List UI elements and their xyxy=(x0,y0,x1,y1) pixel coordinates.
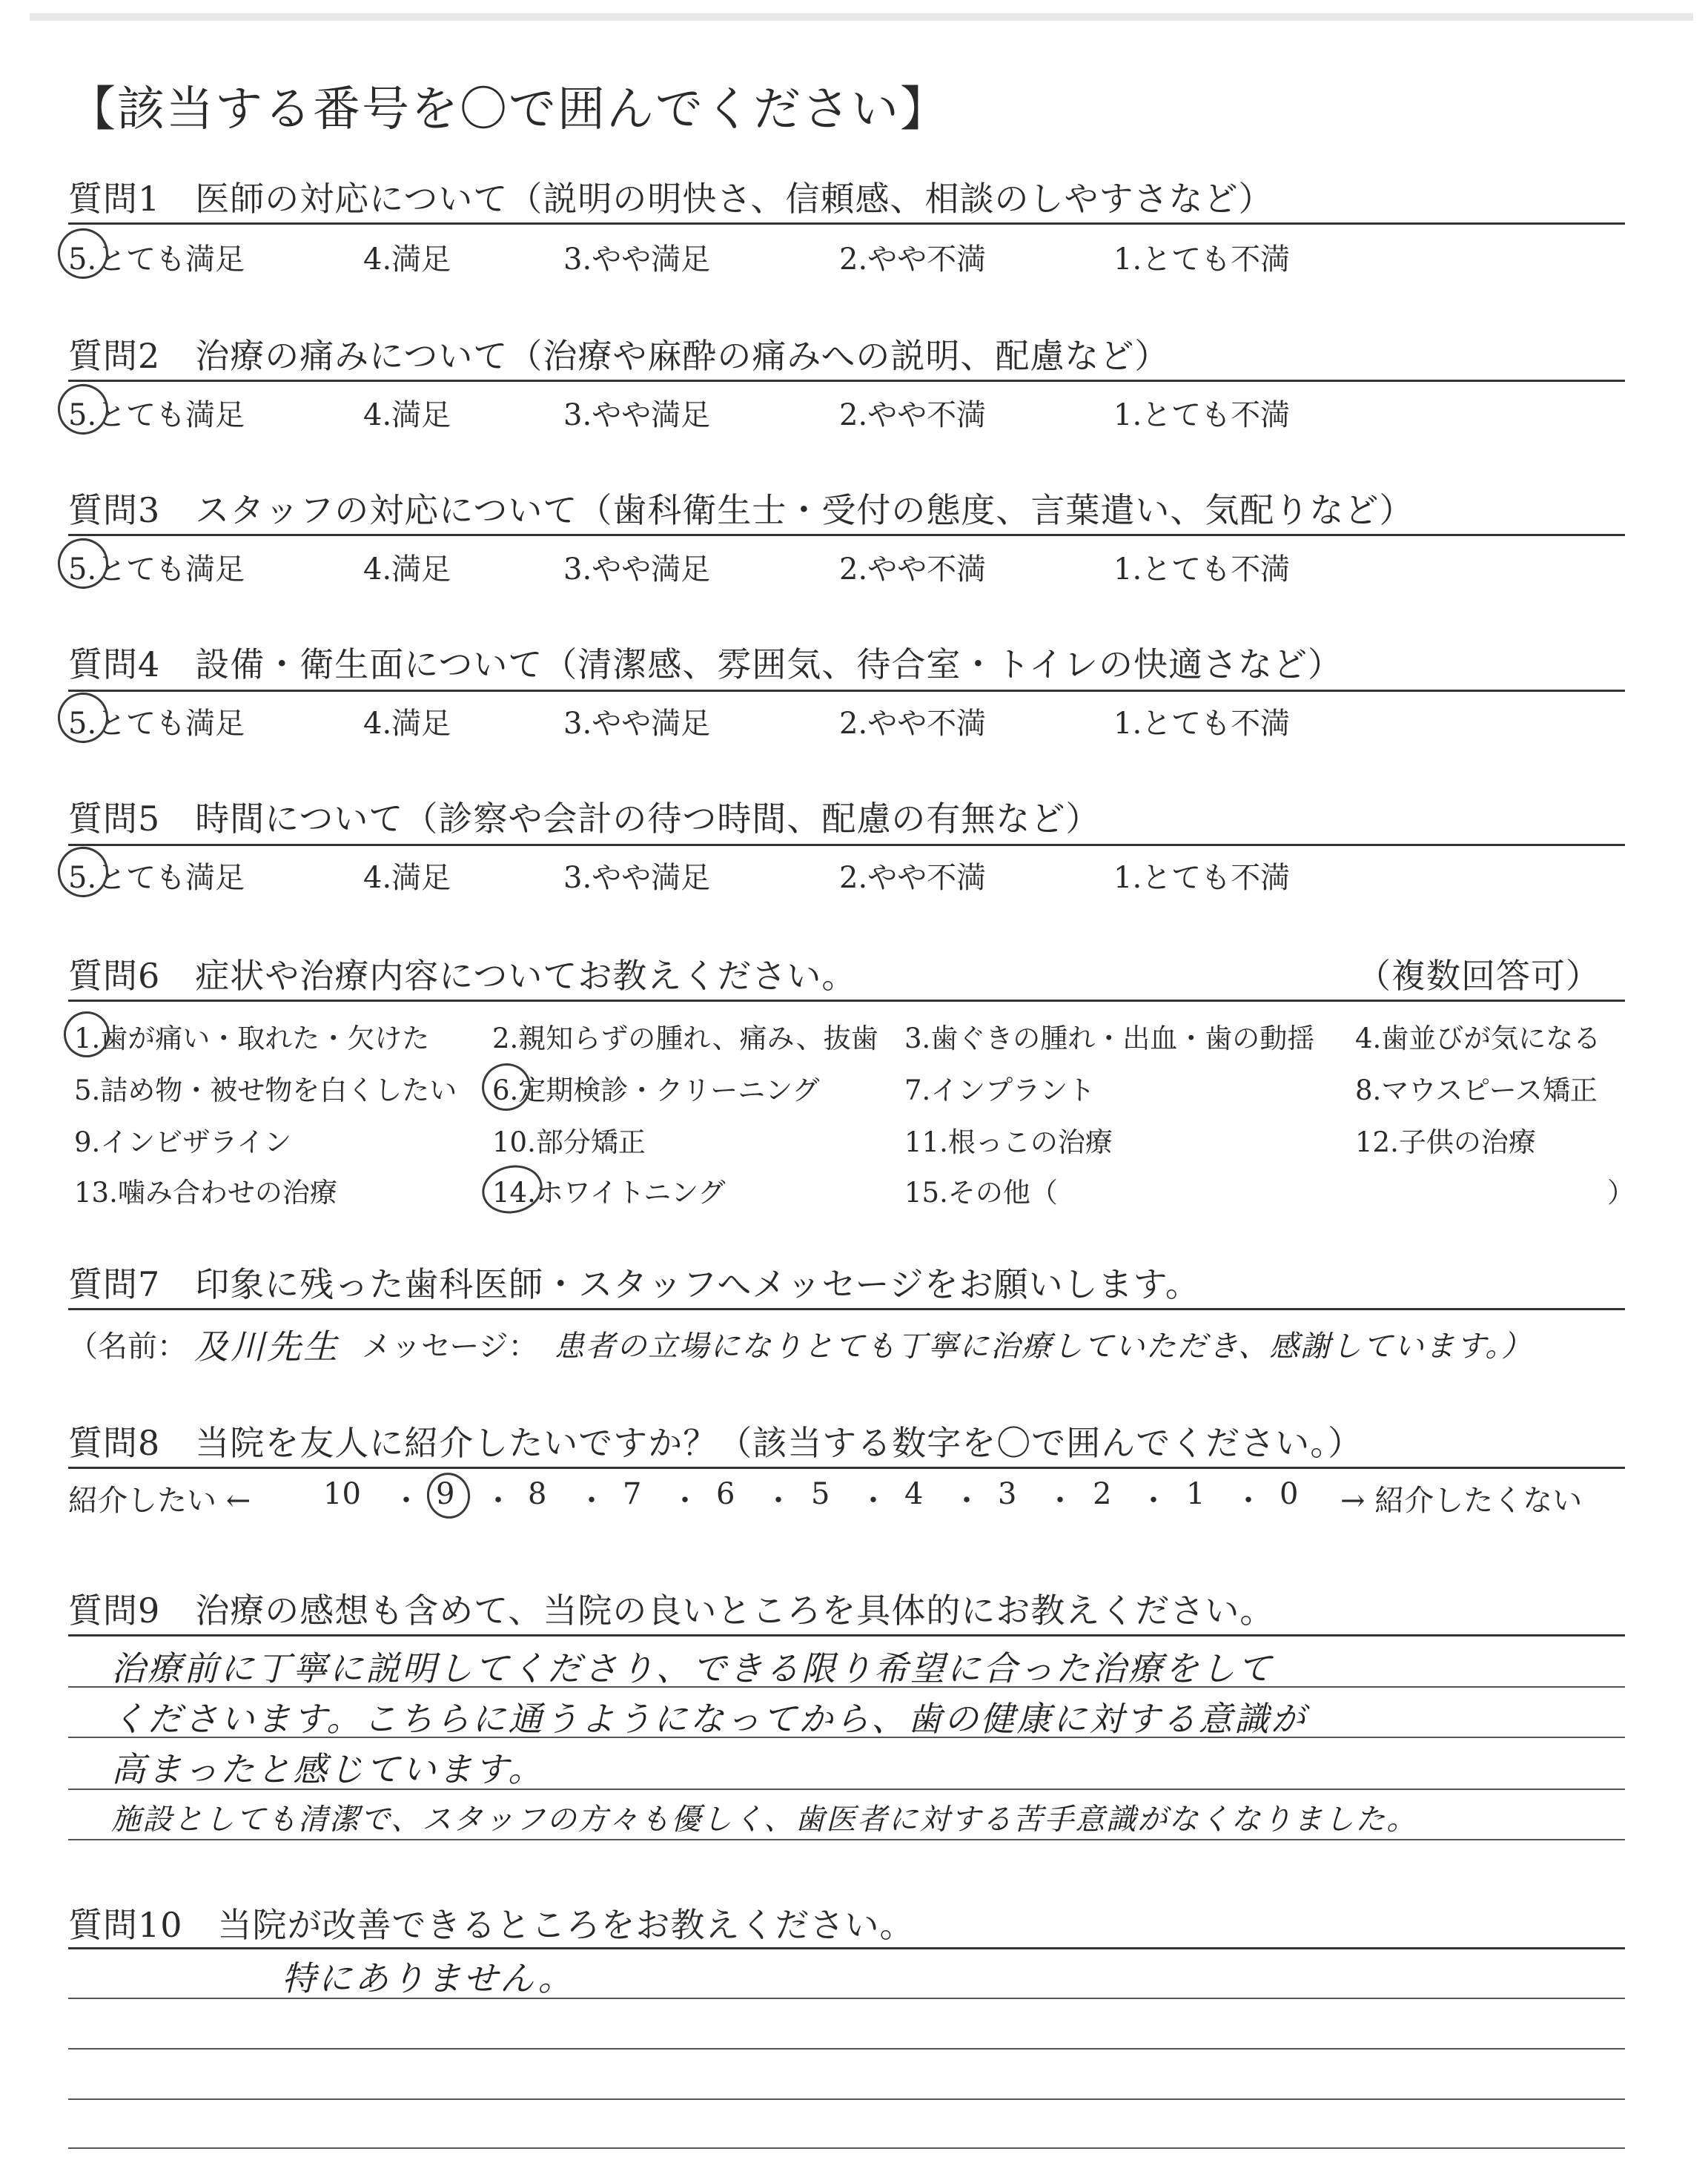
q1-option-3[interactable]: 3.やや満足 xyxy=(563,242,711,277)
question-8-rule xyxy=(68,1467,1625,1469)
question-2-rule xyxy=(68,380,1625,382)
form-instruction-title: 【該当する番号を〇で囲んでください】 xyxy=(68,82,949,137)
question-9-rule xyxy=(68,1634,1625,1636)
question-6-title: 質問6 症状や治療内容についてお教えください。 xyxy=(68,956,857,996)
q6-option-4[interactable]: 4.歯並びが気になる xyxy=(1355,1023,1601,1054)
question-7-title: 質問7 印象に残った歯科医師・スタッフへメッセージをお願いします。 xyxy=(68,1264,1200,1304)
q6-option-15-close-paren: ） xyxy=(1607,1177,1635,1209)
q9-answer-line-1: 治療前に丁寧に説明してくださり、できる限り希望に合った治療をして xyxy=(111,1648,1274,1688)
q7-message-handwritten[interactable]: 患者の立場になりとても丁寧に治療していただき、感謝しています。） xyxy=(555,1330,1533,1364)
q3-option-1[interactable]: 1.とても不満 xyxy=(1113,552,1291,587)
q8-scale-9[interactable]: 9 xyxy=(436,1477,455,1511)
question-4-title: 質問4 設備・衛生面について（清潔感、雰囲気、待合室・トイレの快適さなど） xyxy=(68,644,1343,684)
question-7-rule xyxy=(68,1308,1625,1310)
q6-option-9[interactable]: 9.インビザライン xyxy=(74,1126,292,1158)
q6-option-5[interactable]: 5.詰め物・被せ物を白くしたい xyxy=(74,1074,457,1106)
q8-separator: ・ xyxy=(952,1484,982,1518)
q6-option-12[interactable]: 12.子供の治療 xyxy=(1355,1126,1536,1158)
q4-option-1[interactable]: 1.とても不満 xyxy=(1113,707,1291,741)
q1-option-2[interactable]: 2.やや不満 xyxy=(839,242,987,277)
q8-separator: ・ xyxy=(764,1484,793,1518)
q1-option-4[interactable]: 4.満足 xyxy=(363,242,451,277)
q8-selected-circle-9 xyxy=(423,1469,474,1523)
q8-right-label: → 紹介したくない xyxy=(1340,1484,1583,1518)
q8-separator: ・ xyxy=(1139,1484,1168,1518)
q4-option-3[interactable]: 3.やや満足 xyxy=(563,707,711,741)
q8-scale-10[interactable]: 10 xyxy=(323,1477,361,1511)
question-5-rule xyxy=(68,844,1625,846)
q6-option-8[interactable]: 8.マウスピース矯正 xyxy=(1355,1074,1598,1106)
q6-option-2[interactable]: 2.親知らずの腫れ、痛み、抜歯 xyxy=(492,1023,878,1054)
q9-answer-line-3: 高まったと感じています。 xyxy=(111,1749,545,1789)
q8-scale-5[interactable]: 5 xyxy=(811,1477,830,1511)
q8-scale-1[interactable]: 1 xyxy=(1186,1477,1205,1511)
q5-option-2[interactable]: 2.やや不満 xyxy=(839,861,987,895)
question-3-rule xyxy=(68,534,1625,536)
q10-line-rule-2 xyxy=(68,2048,1625,2050)
q8-separator: ・ xyxy=(1234,1484,1263,1518)
q8-separator: ・ xyxy=(391,1484,421,1518)
q3-option-2[interactable]: 2.やや不満 xyxy=(839,552,987,587)
question-9-title: 質問9 治療の感想も含めて、当院の良いところを具体的にお教えください。 xyxy=(68,1591,1275,1631)
q5-option-1[interactable]: 1.とても不満 xyxy=(1113,861,1291,895)
q8-scale-8[interactable]: 8 xyxy=(528,1477,547,1511)
q8-separator: ・ xyxy=(577,1484,606,1518)
q4-option-5[interactable]: 5.とても満足 xyxy=(68,707,245,741)
question-3-title: 質問3 スタッフの対応について（歯科衛生士・受付の態度、言葉遣い、気配りなど） xyxy=(68,490,1414,530)
q8-scale-2[interactable]: 2 xyxy=(1093,1477,1112,1511)
q2-option-2[interactable]: 2.やや不満 xyxy=(839,398,987,432)
question-4-rule xyxy=(68,690,1625,692)
q5-option-3[interactable]: 3.やや満足 xyxy=(563,861,711,895)
question-2-title: 質問2 治療の痛みについて（治療や麻酔の痛みへの説明、配慮など） xyxy=(68,336,1170,376)
q4-option-2[interactable]: 2.やや不満 xyxy=(839,707,987,741)
question-6-rule xyxy=(68,1000,1625,1002)
q10-answer-handwritten[interactable]: 特にありません。 xyxy=(282,1958,575,1998)
q3-option-5[interactable]: 5.とても満足 xyxy=(68,552,245,587)
q9-answer-line-4: 施設としても清潔で、スタッフの方々も優しく、歯医者に対する苦手意識がなくなりました。 xyxy=(111,1803,1418,1837)
q9-answer-line-2: くださいます。こちらに通うようになってから、歯の健康に対する意識が xyxy=(111,1699,1308,1739)
q2-option-3[interactable]: 3.やや満足 xyxy=(563,398,711,432)
question-8-title: 質問8 当院を友人に紹介したいですか？（該当する数字を〇で囲んでください。） xyxy=(68,1423,1363,1463)
q2-option-5[interactable]: 5.とても満足 xyxy=(68,398,245,432)
q8-separator: ・ xyxy=(858,1484,888,1518)
q2-option-1[interactable]: 1.とても不満 xyxy=(1113,398,1291,432)
q6-option-15[interactable]: 15.その他（ xyxy=(904,1177,1058,1209)
q7-name-label: （名前： xyxy=(68,1330,187,1364)
q1-option-1[interactable]: 1.とても不満 xyxy=(1113,242,1291,277)
question-5-title: 質問5 時間について（診察や会計の待つ時間、配慮の有無など） xyxy=(68,799,1101,839)
q8-scale-7[interactable]: 7 xyxy=(623,1477,642,1511)
q9-line-rule-4 xyxy=(68,1839,1625,1840)
q4-option-4[interactable]: 4.満足 xyxy=(363,707,451,741)
question-1-title: 質問1 医師の対応について（説明の明快さ、信頼感、相談のしやすさなど） xyxy=(68,179,1274,219)
q8-scale-4[interactable]: 4 xyxy=(904,1477,924,1511)
q5-option-4[interactable]: 4.満足 xyxy=(363,861,451,895)
question-1-rule xyxy=(68,222,1625,225)
q10-line-rule-3 xyxy=(68,2098,1625,2100)
q6-option-11[interactable]: 11.根っこの治療 xyxy=(904,1126,1113,1158)
q6-option-6[interactable]: 6.定期検診・クリーニング xyxy=(492,1074,820,1106)
q8-separator: ・ xyxy=(1045,1484,1075,1518)
q6-option-3[interactable]: 3.歯ぐきの腫れ・出血・歯の動揺 xyxy=(904,1023,1315,1054)
q7-message-label: メッセージ： xyxy=(362,1330,538,1364)
q7-name-handwritten[interactable]: 及川先生 xyxy=(194,1327,340,1367)
q8-separator: ・ xyxy=(670,1484,700,1518)
q8-scale-0[interactable]: 0 xyxy=(1280,1477,1299,1511)
q6-option-10[interactable]: 10.部分矯正 xyxy=(492,1126,646,1158)
question-10-title: 質問10 当院が改善できるところをお教えください。 xyxy=(68,1905,915,1945)
q1-option-5[interactable]: 5.とても満足 xyxy=(68,242,245,277)
q8-separator: ・ xyxy=(483,1484,513,1518)
question-6-multi-note: （複数回答可） xyxy=(1357,956,1601,996)
q5-option-5[interactable]: 5.とても満足 xyxy=(68,861,245,895)
q3-option-3[interactable]: 3.やや満足 xyxy=(563,552,711,587)
scan-top-edge xyxy=(30,13,1693,21)
q8-scale-6[interactable]: 6 xyxy=(716,1477,735,1511)
q6-option-1[interactable]: 1.歯が痛い・取れた・欠けた xyxy=(74,1023,430,1054)
q8-scale-3[interactable]: 3 xyxy=(998,1477,1017,1511)
q3-option-4[interactable]: 4.満足 xyxy=(363,552,451,587)
q10-line-rule-4 xyxy=(68,2147,1625,2149)
q6-option-7[interactable]: 7.インプラント xyxy=(904,1074,1096,1106)
q8-left-label: 紹介したい ← xyxy=(68,1484,251,1518)
question-10-rule xyxy=(68,1947,1625,1949)
q6-option-14[interactable]: 14.ホワイトニング xyxy=(492,1177,726,1209)
q2-option-4[interactable]: 4.満足 xyxy=(363,398,451,432)
q6-option-13[interactable]: 13.噛み合わせの治療 xyxy=(74,1177,337,1209)
